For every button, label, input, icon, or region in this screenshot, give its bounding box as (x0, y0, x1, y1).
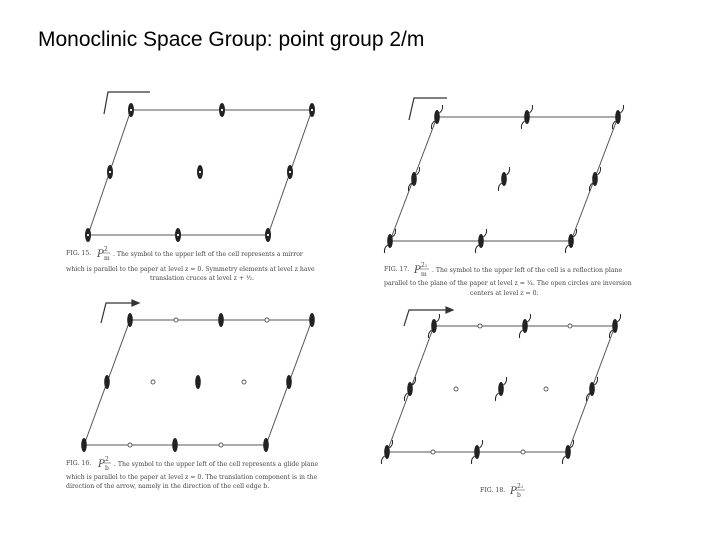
inversion-center-icon (544, 387, 548, 391)
screw-axis-icon (495, 377, 506, 401)
twofold-axis-icon (263, 438, 269, 452)
space-group-symbol: P (510, 486, 517, 497)
twofold-axis-icon (197, 165, 203, 179)
twofold-axis-icon (265, 228, 271, 242)
slide-title: Monoclinic Space Group: point group 2/m (38, 28, 425, 51)
mirror-symbol (104, 92, 150, 114)
inversion-center-icon (431, 450, 435, 454)
twofold-axis-icon (286, 375, 292, 389)
symbol-numerator: 2₁ (421, 262, 428, 269)
twofold-axis-symbols (85, 103, 315, 242)
twofold-axis-icon (127, 313, 133, 327)
inversion-center-icon (151, 380, 155, 384)
symbol-numerator: 2 (104, 246, 108, 253)
fig-label: FIG. 16. (66, 460, 92, 467)
twofold-axis-icon (107, 165, 113, 179)
panel-fig16 (66, 300, 319, 490)
caption-fig15 (66, 246, 315, 282)
caption-line: parallel to the plane of the paper at level z = ¼. The open circles are inversion (384, 280, 632, 287)
panel-fig17 (384, 98, 632, 297)
twofold-axis-icon (218, 313, 224, 327)
fig-label: FIG. 18. (480, 487, 506, 494)
twofold-axis-icon (309, 313, 315, 327)
caption-line: . The symbol to the upper left of the cell represents a mirror (113, 251, 303, 258)
inversion-center-icon (521, 450, 525, 454)
caption-line: which is parallel to the paper at level z = 0. The translation component is in the (66, 474, 318, 481)
twofold-axis-icon (287, 165, 293, 179)
caption-line: translation cruces at level z + ½. (150, 275, 255, 282)
caption-line: which is parallel to the paper at level z = 0. Symmetry elements at level z have (66, 266, 315, 273)
fig-label: FIG. 17. (384, 266, 410, 273)
space-group-symbol: P (98, 459, 105, 470)
caption-line: . The symbol to the upper left of the cell represents a glide plane (114, 461, 319, 468)
twofold-axis-icon (104, 375, 110, 389)
screw-axis-symbols (381, 314, 620, 464)
fig-label: FIG. 15. (66, 250, 92, 257)
twofold-axis-icon (85, 228, 91, 242)
caption-fig16 (66, 456, 319, 490)
twofold-axis-symbols (81, 313, 315, 452)
twofold-axis-icon (128, 103, 134, 117)
space-group-symbol: P (414, 265, 421, 276)
panel-fig15 (66, 92, 315, 282)
caption-fig17 (384, 262, 632, 297)
symbol-denominator: m (421, 271, 427, 278)
screw-axis-symbols (384, 105, 623, 253)
twofold-axis-icon (175, 228, 181, 242)
twofold-axis-icon (309, 103, 315, 117)
symbol-numerator: 2 (105, 456, 109, 463)
symbol-numerator: 2₁ (517, 483, 524, 490)
inversion-center-icon (128, 443, 132, 447)
caption-line: centers at level z = 0. (470, 290, 539, 297)
twofold-axis-icon (172, 438, 178, 452)
glide-plane-symbol (404, 307, 453, 326)
screw-axis-icon (498, 167, 509, 191)
caption-fig18 (480, 483, 525, 499)
space-group-symbol: P (97, 249, 104, 260)
inversion-center-icon (478, 324, 482, 328)
inversion-center-icon (219, 443, 223, 447)
twofold-axis-icon (195, 375, 201, 389)
twofold-axis-icon (219, 103, 225, 117)
panel-fig18 (381, 307, 620, 499)
inversion-center-icon (568, 324, 572, 328)
inversion-center-icon (265, 318, 269, 322)
inversion-center-icon (242, 380, 246, 384)
inversion-center-icon (454, 387, 458, 391)
symbol-denominator: b (517, 492, 521, 499)
symbol-denominator: m (104, 255, 110, 262)
inversion-center-icon (174, 318, 178, 322)
twofold-axis-icon (81, 438, 87, 452)
caption-line: . The symbol to the upper left of the cell is a reflection plane (432, 267, 623, 274)
symbol-denominator: b (105, 465, 109, 472)
caption-line: direction of the arrow, namely in the direction of the cell edge b. (66, 483, 270, 490)
